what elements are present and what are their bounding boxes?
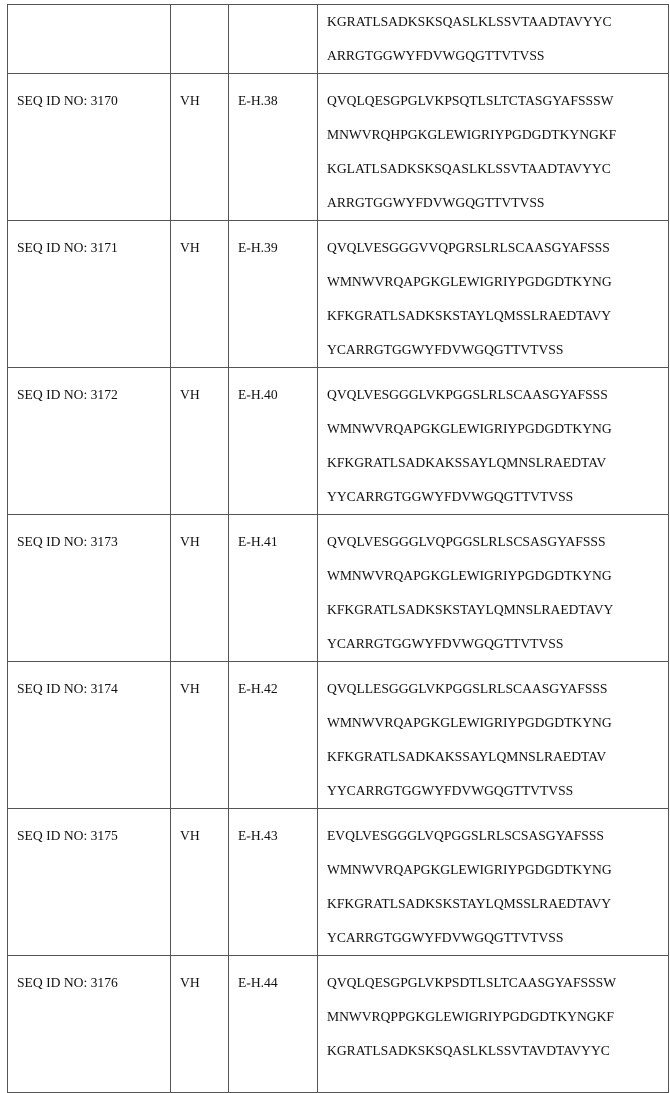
table-row bbox=[8, 956, 669, 1093]
sequence-line: YCARRGTGGWYFDVWGQGTTVTVSS bbox=[327, 333, 668, 367]
antibody-name-cell: E-H.43 bbox=[229, 809, 318, 956]
sequence-line: KFKGRATLSADKAKSSAYLQMNSLRAEDTAV bbox=[327, 740, 668, 774]
seq-id-cell: SEQ ID NO: 3171 bbox=[8, 221, 171, 368]
sequence-line: KFKGRATLSADKAKSSAYLQMNSLRAEDTAV bbox=[327, 446, 668, 480]
sequence-line: KFKGRATLSADKSKSTAYLQMSSLRAEDTAVY bbox=[327, 887, 668, 921]
antibody-name-cell bbox=[229, 5, 318, 74]
sequence-line: WMNWVRQAPGKGLEWIGRIYPGDGDTKYNG bbox=[327, 265, 668, 299]
seq-id-cell bbox=[8, 5, 171, 74]
seq-id-cell: SEQ ID NO: 3170 bbox=[8, 74, 171, 221]
sequence-cell bbox=[318, 662, 669, 809]
sequence-cell bbox=[318, 956, 669, 1093]
sequence-line: WMNWVRQAPGKGLEWIGRIYPGDGDTKYNG bbox=[327, 412, 668, 446]
seq-id-cell: SEQ ID NO: 3173 bbox=[8, 515, 171, 662]
antibody-name-cell: E-H.44 bbox=[229, 956, 318, 1093]
sequence-cell bbox=[318, 515, 669, 662]
sequence-cell bbox=[318, 74, 669, 221]
sequence-line: KGRATLSADKSKSQASLKLSSVTAVDTAVYYC bbox=[327, 1034, 668, 1068]
sequence-line: KFKGRATLSADKSKSTAYLQMNSLRAEDTAVY bbox=[327, 593, 668, 627]
seq-id-cell: SEQ ID NO: 3172 bbox=[8, 368, 171, 515]
sequence-line: QVQLVESGGGLVQPGGSLRLSCSASGYAFSSS bbox=[327, 525, 668, 559]
chain-type-cell bbox=[171, 5, 229, 74]
table-row bbox=[8, 221, 669, 368]
sequence-line: ARRGTGGWYFDVWGQGTTVTVSS bbox=[327, 186, 668, 220]
sequence-cell bbox=[318, 809, 669, 956]
sequence-line: QVQLQESGPGLVKPSDTLSLTCAASGYAFSSSW bbox=[327, 966, 668, 1000]
table-row bbox=[8, 662, 669, 809]
sequence-line: YCARRGTGGWYFDVWGQGTTVTVSS bbox=[327, 921, 668, 955]
sequence-line: WMNWVRQAPGKGLEWIGRIYPGDGDTKYNG bbox=[327, 853, 668, 887]
sequence-line: QVQLVESGGGVVQPGRSLRLSCAASGYAFSSS bbox=[327, 231, 668, 265]
chain-type-cell: VH bbox=[171, 515, 229, 662]
antibody-name-cell: E-H.38 bbox=[229, 74, 318, 221]
sequence-line: YCARRGTGGWYFDVWGQGTTVTVSS bbox=[327, 627, 668, 661]
chain-type-cell: VH bbox=[171, 809, 229, 956]
table-row bbox=[8, 515, 669, 662]
chain-type-cell: VH bbox=[171, 662, 229, 809]
chain-type-cell: VH bbox=[171, 221, 229, 368]
sequence-line: ARRGTGGWYFDVWGQGTTVTVSS bbox=[327, 39, 668, 73]
seq-id-cell: SEQ ID NO: 3175 bbox=[8, 809, 171, 956]
sequence-cell bbox=[318, 221, 669, 368]
antibody-name-cell: E-H.42 bbox=[229, 662, 318, 809]
sequence-table bbox=[7, 4, 669, 1093]
table-row bbox=[8, 74, 669, 221]
sequence-line: KGLATLSADKSKSQASLKLSSVTAADTAVYYC bbox=[327, 152, 668, 186]
table-row bbox=[8, 809, 669, 956]
chain-type-cell: VH bbox=[171, 74, 229, 221]
sequence-line: QVQLQESGPGLVKPSQTLSLTCTASGYAFSSSW bbox=[327, 84, 668, 118]
sequence-line: QVQLLESGGGLVKPGGSLRLSCAASGYAFSSS bbox=[327, 672, 668, 706]
sequence-line: EVQLVESGGGLVQPGGSLRLSCSASGYAFSSS bbox=[327, 819, 668, 853]
sequence-cell bbox=[318, 5, 669, 74]
antibody-name-cell: E-H.41 bbox=[229, 515, 318, 662]
sequence-line: YYCARRGTGGWYFDVWGQGTTVTVSS bbox=[327, 480, 668, 514]
seq-id-cell: SEQ ID NO: 3174 bbox=[8, 662, 171, 809]
sequence-line: MNWVRQPPGKGLEWIGRIYPGDGDTKYNGKF bbox=[327, 1000, 668, 1034]
sequence-line: WMNWVRQAPGKGLEWIGRIYPGDGDTKYNG bbox=[327, 559, 668, 593]
table-row bbox=[8, 5, 669, 74]
sequence-line: YYCARRGTGGWYFDVWGQGTTVTVSS bbox=[327, 774, 668, 808]
sequence-line: KFKGRATLSADKSKSTAYLQMSSLRAEDTAVY bbox=[327, 299, 668, 333]
sequence-line: WMNWVRQAPGKGLEWIGRIYPGDGDTKYNG bbox=[327, 706, 668, 740]
sequence-line: MNWVRQHPGKGLEWIGRIYPGDGDTKYNGKF bbox=[327, 118, 668, 152]
sequence-line: KGRATLSADKSKSQASLKLSSVTAADTAVYYC bbox=[327, 5, 668, 39]
antibody-name-cell: E-H.39 bbox=[229, 221, 318, 368]
seq-id-cell: SEQ ID NO: 3176 bbox=[8, 956, 171, 1093]
antibody-name-cell: E-H.40 bbox=[229, 368, 318, 515]
sequence-cell bbox=[318, 368, 669, 515]
table-row bbox=[8, 368, 669, 515]
sequence-line: QVQLVESGGGLVKPGGSLRLSCAASGYAFSSS bbox=[327, 378, 668, 412]
chain-type-cell: VH bbox=[171, 368, 229, 515]
chain-type-cell: VH bbox=[171, 956, 229, 1093]
